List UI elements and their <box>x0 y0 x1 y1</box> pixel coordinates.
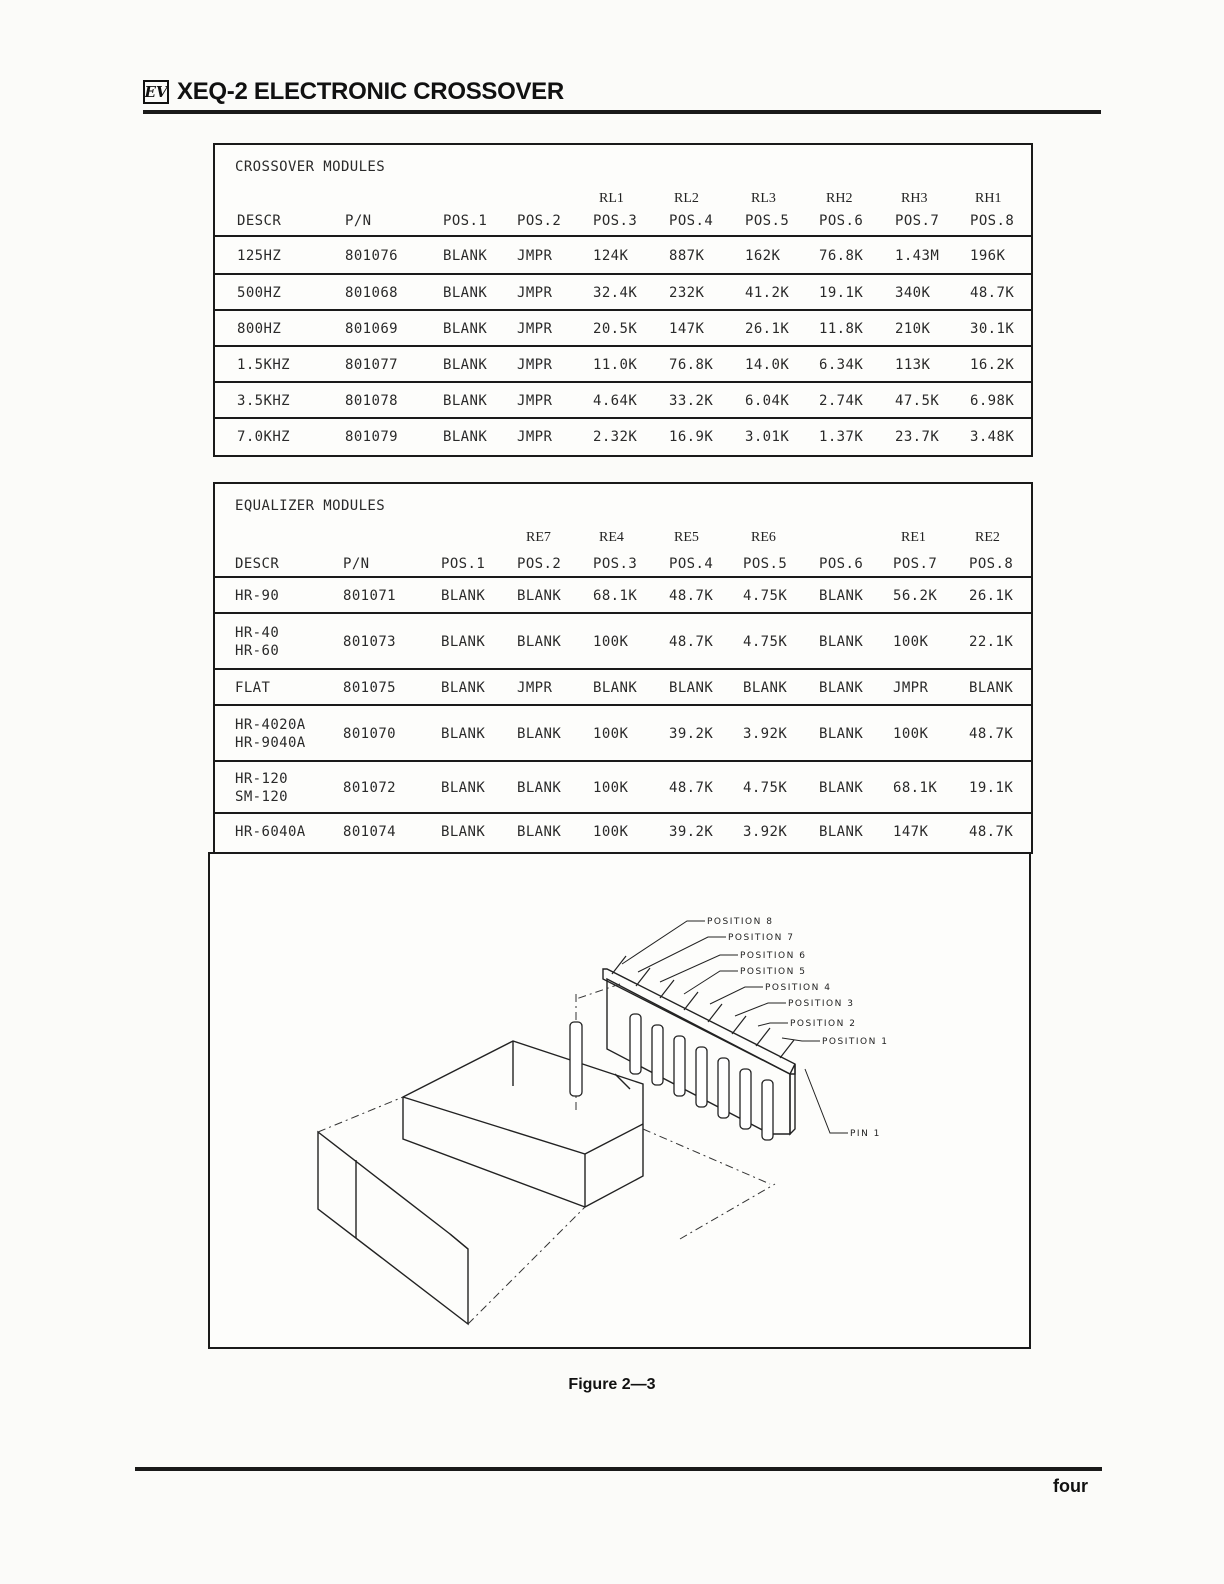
table-cell: BLANK <box>819 726 864 742</box>
column-header: DESCR <box>237 213 282 229</box>
table-cell: 210K <box>895 321 931 337</box>
table-cell: JMPR <box>517 357 553 373</box>
table-cell: FLAT <box>235 680 271 696</box>
table-cell: 76.8K <box>819 248 864 264</box>
equalizer-header-row <box>215 556 1031 576</box>
figure-label: POSITION 4 <box>765 983 832 993</box>
table-cell: BLANK <box>669 680 714 696</box>
table-cell: 100K <box>593 824 629 840</box>
table-cell: 801075 <box>343 680 396 696</box>
table-cell: BLANK <box>441 824 486 840</box>
resistor <box>740 1069 751 1129</box>
label-leader-line <box>684 971 738 994</box>
table-cell: 3.48K <box>970 429 1015 445</box>
table-cell: 48.7K <box>669 634 714 650</box>
page-header <box>143 76 564 108</box>
table-cell: JMPR <box>517 285 553 301</box>
table-cell: BLANK <box>517 780 562 796</box>
page-number: four <box>1053 1476 1088 1496</box>
table-cell: 1.5KHZ <box>237 357 290 373</box>
figure-label: PIN 1 <box>850 1129 881 1139</box>
table-cell: 14.0K <box>745 357 790 373</box>
table-cell: JMPR <box>517 321 553 337</box>
table-cell: 801077 <box>345 357 398 373</box>
table-cell: 56.2K <box>893 588 938 604</box>
table-cell: 500HZ <box>237 285 282 301</box>
table-cell: 1.37K <box>819 429 864 445</box>
table-row <box>215 812 1031 850</box>
table-row <box>215 235 1031 275</box>
table-cell: 6.98K <box>970 393 1015 409</box>
table-cell: BLANK <box>517 634 562 650</box>
figure-caption: Figure 2—3 <box>568 1376 656 1393</box>
table-cell: 39.2K <box>669 726 714 742</box>
table-cell: 801074 <box>343 824 396 840</box>
table-cell: 26.1K <box>969 588 1014 604</box>
table-cell: 147K <box>669 321 705 337</box>
table-cell: 48.7K <box>969 726 1014 742</box>
table-cell: 340K <box>895 285 931 301</box>
table-cell: 3.5KHZ <box>237 393 290 409</box>
table-row <box>215 760 1031 814</box>
table-cell: 19.1K <box>819 285 864 301</box>
table-cell: 1.43M <box>895 248 940 264</box>
table-cell: 124K <box>593 248 629 264</box>
table-row <box>215 309 1031 347</box>
table-cell: BLANK <box>593 680 638 696</box>
column-header: POS.6 <box>819 213 864 229</box>
table-cell: BLANK <box>969 680 1014 696</box>
table-cell: 7.0KHZ <box>237 429 290 445</box>
table-cell: 3.92K <box>743 726 788 742</box>
table-cell: 801071 <box>343 588 396 604</box>
table-cell: BLANK <box>443 285 488 301</box>
table-cell: 20.5K <box>593 321 638 337</box>
equalizer-handwritten-row <box>215 530 1031 550</box>
table-cell: 23.7K <box>895 429 940 445</box>
table-cell: 887K <box>669 248 705 264</box>
hw-label: RH1 <box>975 191 1002 206</box>
table-cell: HR-4020A HR-9040A <box>235 717 306 751</box>
resistor <box>762 1080 773 1140</box>
hw-label: RL1 <box>599 191 624 206</box>
hw-label: RE1 <box>901 530 926 545</box>
hw-label: RE5 <box>674 530 699 545</box>
table-cell: 26.1K <box>745 321 790 337</box>
label-leader-line <box>782 1038 820 1041</box>
label-leader-line <box>758 1023 788 1026</box>
column-header: POS.7 <box>893 556 938 572</box>
resistor <box>674 1036 685 1096</box>
column-header: POS.6 <box>819 556 864 572</box>
label-leader-line <box>638 937 726 972</box>
figure-label: POSITION 8 <box>707 917 774 927</box>
document-title: XEQ-2 ELECTRONIC CROSSOVER <box>177 78 564 105</box>
table-cell: 100K <box>593 726 629 742</box>
column-header: DESCR <box>235 556 280 572</box>
table-cell: 32.4K <box>593 285 638 301</box>
figure-label: POSITION 2 <box>790 1019 857 1029</box>
table-cell: BLANK <box>441 588 486 604</box>
table-cell: BLANK <box>819 824 864 840</box>
table-cell: 76.8K <box>669 357 714 373</box>
table-cell: 4.75K <box>743 588 788 604</box>
table-cell: 801072 <box>343 780 396 796</box>
resistor <box>652 1025 663 1085</box>
table-cell: 125HZ <box>237 248 282 264</box>
table-cell: 6.34K <box>819 357 864 373</box>
resistor <box>718 1058 729 1118</box>
table-cell: 48.7K <box>669 780 714 796</box>
table-cell: JMPR <box>517 393 553 409</box>
table-cell: 4.75K <box>743 780 788 796</box>
hw-label: RE7 <box>526 530 551 545</box>
label-leader-line <box>735 1003 786 1016</box>
table-cell: 100K <box>893 726 929 742</box>
table-cell: BLANK <box>819 680 864 696</box>
table-cell: HR-90 <box>235 588 280 604</box>
table-cell: 113K <box>895 357 931 373</box>
table-cell: 801070 <box>343 726 396 742</box>
table-cell: 30.1K <box>970 321 1015 337</box>
board-pin <box>780 1040 794 1058</box>
column-header: POS.2 <box>517 556 562 572</box>
table-cell: 2.32K <box>593 429 638 445</box>
table-cell: 48.7K <box>969 824 1014 840</box>
table-cell: 47.5K <box>895 393 940 409</box>
table-cell: 232K <box>669 285 705 301</box>
table-cell: 196K <box>970 248 1006 264</box>
column-header: POS.7 <box>895 213 940 229</box>
board-pin <box>660 980 674 998</box>
label-leader-line <box>710 987 763 1004</box>
table-cell: BLANK <box>441 634 486 650</box>
header-rule <box>143 110 1101 114</box>
table-cell: 162K <box>745 248 781 264</box>
table-cell: JMPR <box>893 680 929 696</box>
table-cell: 68.1K <box>593 588 638 604</box>
table-cell: 2.74K <box>819 393 864 409</box>
table-cell: 801076 <box>345 248 398 264</box>
table-cell: 3.01K <box>745 429 790 445</box>
table-row <box>215 668 1031 706</box>
table-cell: 48.7K <box>970 285 1015 301</box>
table-cell: BLANK <box>819 588 864 604</box>
column-header: POS.4 <box>669 213 714 229</box>
board-pin <box>708 1004 722 1022</box>
board-pin <box>612 956 626 974</box>
table-cell: 100K <box>893 634 929 650</box>
table-row <box>215 704 1031 762</box>
figure-label: POSITION 3 <box>788 999 855 1009</box>
figure-label: POSITION 1 <box>822 1037 889 1047</box>
equalizer-title: EQUALIZER MODULES <box>235 498 386 514</box>
table-cell: HR-6040A <box>235 824 306 840</box>
board-pin <box>756 1028 770 1046</box>
board-pin <box>732 1016 746 1034</box>
table-cell: 800HZ <box>237 321 282 337</box>
table-cell: 100K <box>593 780 629 796</box>
table-cell: 19.1K <box>969 780 1014 796</box>
column-header: POS.3 <box>593 556 638 572</box>
label-leader-line <box>660 955 738 982</box>
label-leader-line <box>622 921 705 964</box>
table-cell: BLANK <box>819 634 864 650</box>
table-cell: 100K <box>593 634 629 650</box>
table-cell: BLANK <box>441 726 486 742</box>
equalizer-modules-table <box>213 482 1033 854</box>
table-cell: JMPR <box>517 429 553 445</box>
table-cell: 801073 <box>343 634 396 650</box>
board-pin <box>636 968 650 986</box>
table-row <box>215 381 1031 419</box>
table-cell: JMPR <box>517 248 553 264</box>
figure-label: POSITION 5 <box>740 967 807 977</box>
crossover-modules-table <box>213 143 1033 457</box>
table-cell: 4.64K <box>593 393 638 409</box>
hw-label: RH3 <box>901 191 928 206</box>
crossover-handwritten-row <box>215 191 1031 211</box>
table-cell: 11.0K <box>593 357 638 373</box>
table-row <box>215 345 1031 383</box>
column-header: POS.8 <box>969 556 1014 572</box>
column-header: P/N <box>345 213 372 229</box>
table-row <box>215 612 1031 670</box>
column-header: POS.4 <box>669 556 714 572</box>
table-cell: BLANK <box>517 588 562 604</box>
hw-label: RH2 <box>826 191 853 206</box>
table-cell: 33.2K <box>669 393 714 409</box>
table-cell: 16.2K <box>970 357 1015 373</box>
table-cell: BLANK <box>517 726 562 742</box>
table-cell: 11.8K <box>819 321 864 337</box>
table-cell: 801068 <box>345 285 398 301</box>
table-row <box>215 273 1031 311</box>
column-header: POS.5 <box>745 213 790 229</box>
table-cell: 16.9K <box>669 429 714 445</box>
table-cell: BLANK <box>517 824 562 840</box>
resistor <box>696 1047 707 1107</box>
table-cell: BLANK <box>441 680 486 696</box>
figure-label: POSITION 7 <box>728 933 795 943</box>
crossover-title: CROSSOVER MODULES <box>235 159 386 175</box>
table-cell: 4.75K <box>743 634 788 650</box>
table-cell: 39.2K <box>669 824 714 840</box>
hw-label: RE2 <box>975 530 1000 545</box>
table-cell: 801079 <box>345 429 398 445</box>
table-cell: BLANK <box>443 357 488 373</box>
hw-label: RE6 <box>751 530 776 545</box>
module-figure <box>208 852 1031 1349</box>
table-cell: BLANK <box>443 321 488 337</box>
table-cell: BLANK <box>743 680 788 696</box>
board-pin <box>684 992 698 1010</box>
table-cell: JMPR <box>517 680 553 696</box>
crossover-header-row <box>215 213 1031 233</box>
label-leader-line <box>805 1069 848 1133</box>
table-cell: 6.04K <box>745 393 790 409</box>
column-header: POS.2 <box>517 213 562 229</box>
table-cell: HR-40 HR-60 <box>235 625 280 659</box>
column-header: POS.1 <box>441 556 486 572</box>
table-row <box>215 576 1031 614</box>
table-cell: 147K <box>893 824 929 840</box>
column-header: POS.8 <box>970 213 1015 229</box>
table-cell: 22.1K <box>969 634 1014 650</box>
column-header: POS.1 <box>443 213 488 229</box>
table-cell: 801069 <box>345 321 398 337</box>
table-row <box>215 417 1031 455</box>
module-assembly-drawing <box>210 854 1029 1347</box>
column-header: POS.3 <box>593 213 638 229</box>
resistor <box>630 1014 641 1074</box>
table-cell: 48.7K <box>669 588 714 604</box>
table-cell: BLANK <box>443 429 488 445</box>
table-cell: 3.92K <box>743 824 788 840</box>
figure-label: POSITION 6 <box>740 951 807 961</box>
hw-label: RL2 <box>674 191 699 206</box>
table-cell: 801078 <box>345 393 398 409</box>
table-cell: 68.1K <box>893 780 938 796</box>
table-cell: HR-120 SM-120 <box>235 771 288 805</box>
column-header: POS.5 <box>743 556 788 572</box>
table-cell: BLANK <box>443 393 488 409</box>
table-cell: BLANK <box>441 780 486 796</box>
column-header: P/N <box>343 556 370 572</box>
ev-logo: EV <box>143 80 169 104</box>
hw-label: RL3 <box>751 191 776 206</box>
table-cell: 41.2K <box>745 285 790 301</box>
footer-rule <box>135 1467 1102 1471</box>
hw-label: RE4 <box>599 530 624 545</box>
table-cell: BLANK <box>819 780 864 796</box>
table-cell: BLANK <box>443 248 488 264</box>
